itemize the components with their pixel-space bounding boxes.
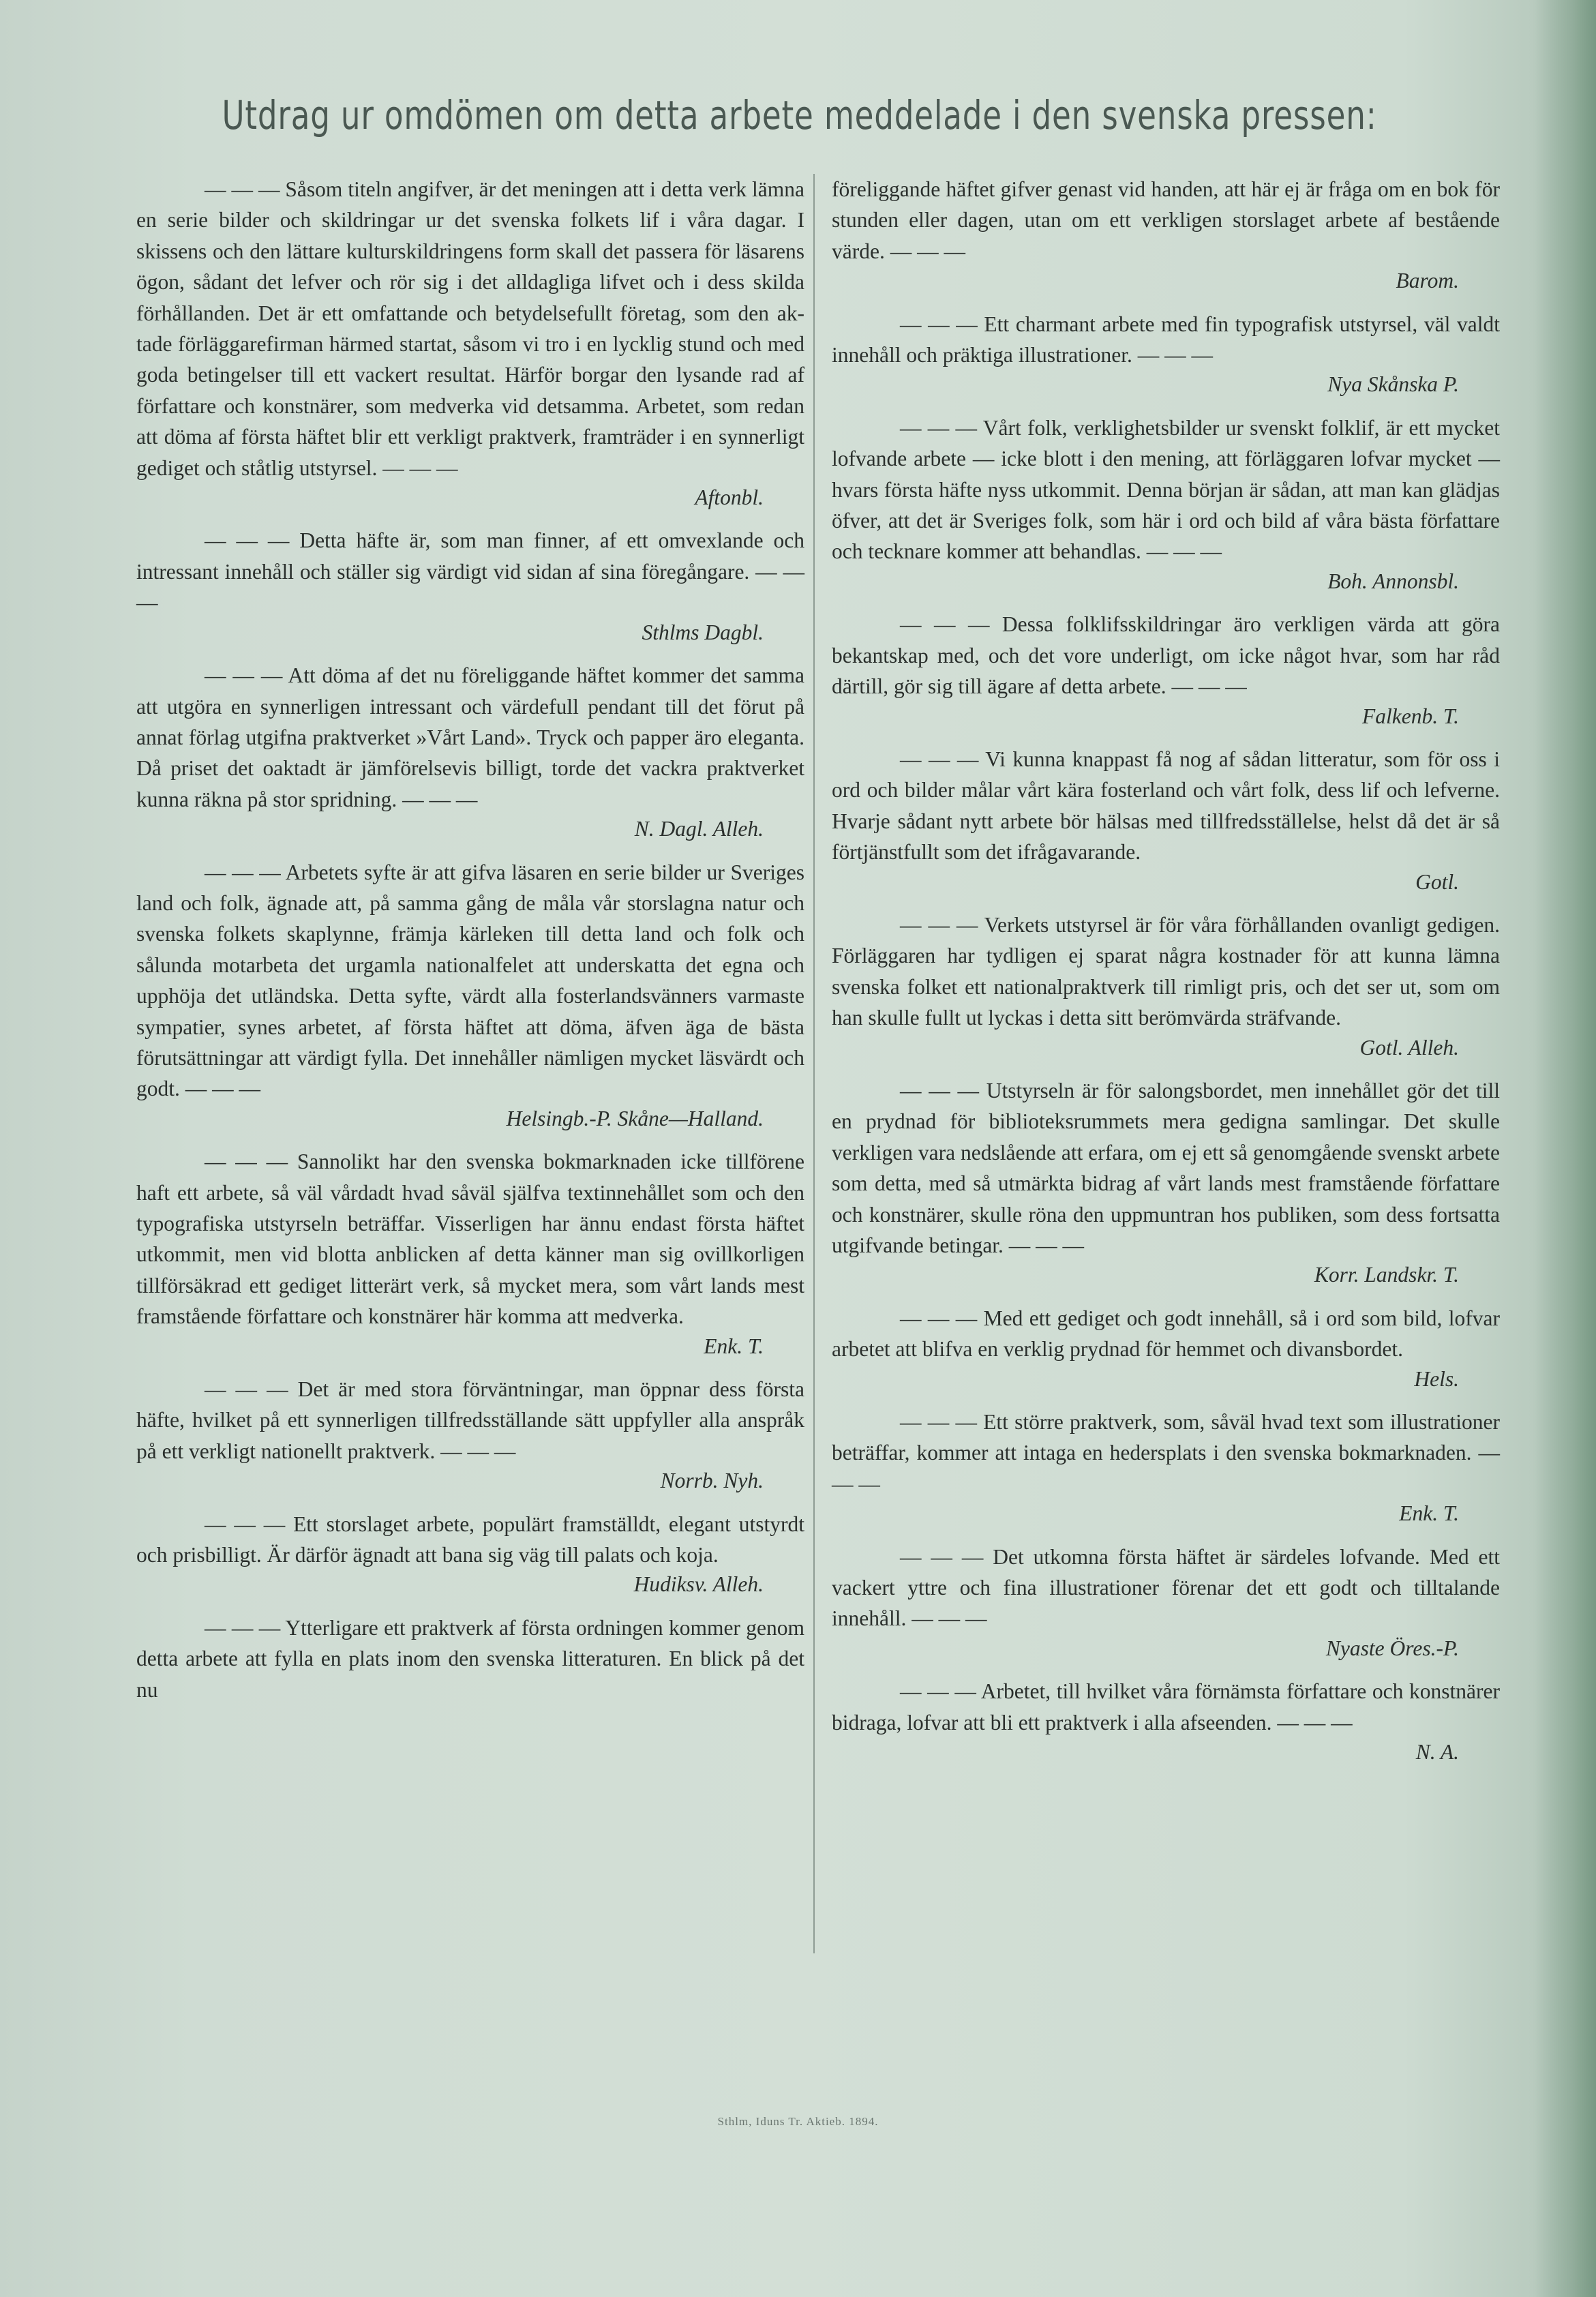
- quote-source: Gotl. Alleh.: [1359, 1035, 1459, 1060]
- page-edge-shadow: [1535, 0, 1596, 2297]
- review-quote: [136, 1612, 804, 1705]
- quote-text: — — — Detta häfte är, som man finner, af ett omvexlande och intressant innehåll och ställer sig värdigt vid sidan af sina föregångare. — — —: [136, 528, 804, 615]
- review-quote: [832, 1542, 1500, 1664]
- review-quote: [832, 1075, 1500, 1291]
- quote-text: — — — Med ett gediget och godt innehåll, så i ord som bild, lofvar arbetet att blifva en verklig prydnad för hemmet och divansbordet.: [832, 1306, 1500, 1362]
- review-quote: [136, 1509, 804, 1600]
- review-quote: [136, 1146, 804, 1362]
- quote-source: Helsingb.-P. Skåne—Halland.: [506, 1106, 764, 1130]
- quote-source: Enk. T.: [1399, 1501, 1459, 1526]
- review-quote: [832, 174, 1500, 297]
- quote-source: Hels.: [1414, 1366, 1459, 1391]
- quote-text: föreliggande häftet gifver genast vid handen, att här ej är fråga om en bok för stunden eller dagen, utan om ett verkligen storslaget arbete af bestående värde. — — —: [832, 177, 1500, 263]
- quote-text: — — — Såsom titeln angifver, är det meningen att i detta verk lämna en serie bilder och skildringar ur det svenska folkets lif i våra dagar. I skissens och den lättare kulturskildringens form skall det passera för läsarens ögon, sådant det lefver och rör sig i det alldagliga lifvet och i dess skilda förhållanden. Det är ett omfattande och betydelsefullt företag, som den aktade förläggarefirman härmed startat, såsom vi tro i en lycklig stund och med goda betingelser till ett vackert resultat. Härför borgar den lysande rad af författare och konstnärer, som medverka vid detsamma. Arbetet, som redan att döma af första häftet blir ett verkligt praktverk, framträder i en synnerligt gediget och ståtlig utstyrsel. — — —: [136, 177, 804, 480]
- review-quote: [136, 174, 804, 513]
- review-quote: [832, 309, 1500, 400]
- review-quote: [136, 660, 804, 844]
- quote-text: — — — Sannolikt har den svenska bokmarknaden icke tillförene haft ett arbete, så väl vårdadt hvad såväl själfva textinnehållet som och den typografiska utstyrseln beträffar. Visserligen har ännu endast första häftet utkommit, men vid blotta anblicken af detta känner man sig ovillkorligen tillförsäkrad ett gediget litterärt verk, så mycket mera, som vårt lands mest framstående författare och konstnärer här komma att medverka.: [136, 1150, 804, 1329]
- quote-text: — — — Dessa folklifsskildringar äro verkligen värda att göra bekantskap med, och det vore underligt, om icke något hvar, som har råd därtill, gör sig till ägare af detta arbete. — — —: [832, 612, 1500, 699]
- review-quote: [136, 857, 804, 1135]
- quote-text: — — — Ytterligare ett praktverk af första ordningen kommer genom detta arbete att fylla en plats inom den svenska litteraturen. En blick på det nu: [136, 1615, 804, 1702]
- quote-text: — — — Utstyrseln är för salongsbordet, men innehållet gör det till en prydnad för biblioteksrummets mera gedigna samlingar. Det skulle verkligen vara nedslående att erfara, om ej ett så genomgående svenskt arbete som detta, med så utmärkta bidrag af vårt lands mest framstående författare och konstnärer, skulle röna den uppmuntran hos publiken, som dess fortsatta utgifvande betingar. — — —: [832, 1078, 1500, 1257]
- quote-source: Barom.: [1396, 269, 1459, 293]
- quote-text: — — — Verkets utstyrsel är för våra förhållanden ovanligt gedigen. Förläggaren har tydligen ej sparat några kostnader för att kunna lämna svenska folket ett nationalpraktverk till rimligt pris, och det ser ut, som om han skulle fullt ut lyckas i detta sitt berömvärda sträfvande.: [832, 912, 1500, 1030]
- quote-text: — — — Vi kunna knappast få nog af sådan litteratur, som för oss i ord och bilder målar vårt kära fosterland och vårt folk, dess lif och lefverne. Hvarje sådant nytt arbete bör hälsas med tillfredsställelse, helst då det är så förtjänstfullt som det ifrågavarande.: [832, 747, 1500, 865]
- quote-source: Korr. Landskr. T.: [1314, 1263, 1459, 1287]
- printer-imprint: Sthlm, Iduns Tr. Aktieb. 1894.: [717, 2115, 879, 2128]
- page-title: Utdrag ur omdömen om detta arbete meddelade i den svenska pressen:: [222, 92, 1377, 138]
- review-quote: [832, 1407, 1500, 1529]
- review-quote: [832, 744, 1500, 897]
- quote-text: — — — Vårt folk, verklighetsbilder ur svenskt folklif, är ett mycket lofvande arbete — icke blott i den mening, att förläggaren lofvar mycket — hvars första häfte nyss utkommit. Denna början är sådan, att man kan glädjas öfver, att det är Sveriges folk, som här i ord och bild af våra bästa författare och tecknare kommer att behandlas. — — —: [832, 415, 1500, 564]
- review-quote: [832, 609, 1500, 732]
- review-quote: [832, 910, 1500, 1063]
- quote-source: Norrb. Nyh.: [660, 1469, 764, 1493]
- quote-source: Enk. T.: [704, 1334, 764, 1358]
- review-quote: [136, 1374, 804, 1497]
- quote-source: N. A.: [1415, 1740, 1459, 1765]
- quote-source: Aftonbl.: [695, 485, 764, 510]
- quote-source: Nyaste Öres.-P.: [1325, 1636, 1459, 1660]
- quote-text: — — — Ett storslaget arbete, populärt framställdt, elegant utstyrdt och prisbilligt. Är därför ägnadt att bana sig väg till palats och koja.: [136, 1512, 804, 1567]
- quote-text: — — — Att döma af det nu föreliggande häftet kommer det samma att utgöra en synnerligen intressant och värdefull pendant till det förut på annat förlag utgifna praktverket »Vårt Land». Tryck och papper äro eleganta. Då priset det oaktadt är jämförelsevis billigt, torde det vackra praktverket kunna räkna på stor spridning. — — —: [136, 663, 804, 811]
- quote-text: — — — Ett charmant arbete med fin typografisk utstyrsel, väl valdt innehåll och präktiga illustrationer. — — —: [832, 312, 1500, 367]
- quote-source: Gotl.: [1415, 869, 1459, 894]
- quote-source: Nya Skånska P.: [1327, 372, 1459, 397]
- quote-text: — — — Det utkomna första häftet är särdeles lofvande. Med ett vackert yttre och fina illustrationer förenar det ett godt och tilltalande innehåll. — — —: [832, 1544, 1500, 1631]
- review-quote: [832, 412, 1500, 597]
- column-divider: [813, 174, 815, 1953]
- right-column: [832, 174, 1500, 1780]
- quote-source: Hudiksv. Alleh.: [633, 1572, 764, 1597]
- quote-text: — — — Arbetet, till hvilket våra förnämsta författare och konstnärer bidraga, lofvar att bli ett praktverk i alla afseenden. — — —: [832, 1679, 1500, 1735]
- quote-source: N. Dagl. Alleh.: [634, 817, 764, 841]
- left-column: [136, 174, 804, 1716]
- quote-text: — — — Arbetets syfte är att gifva läsaren en serie bilder ur Sveriges land och folk, ägnade att, på samma gång de måla vår storslagna natur och svenska folkets skaplynne, främja kärleken till detta land och folk och sålunda motarbeta det urgamla nationalfelet att underskatta det egna och upphöja det utländska. Detta syfte, värdt alla fosterlandsvänners varmaste sympatier, synes arbetet, af första häftet att döma, äfven äga de bästa förutsättningar att värdigt fylla. Det innehåller nämligen mycket läsvärdt och godt. — — —: [136, 860, 804, 1101]
- quote-source: Boh. Annonsbl.: [1327, 569, 1459, 593]
- review-quote: [832, 1676, 1500, 1767]
- quote-text: — — — Ett större praktverk, som, såväl hvad text som illustrationer beträffar, kommer att intaga en hedersplats i den svenska bokmarknaden. — — —: [832, 1410, 1500, 1496]
- quote-source: Falkenb. T.: [1361, 704, 1459, 728]
- quote-text: — — — Det är med stora förväntningar, man öppnar dess första häfte, hvilket på ett synnerligen tillfredsställande sätt uppfyller alla anspråk på ett verkligt nationellt praktverk. — — —: [136, 1377, 804, 1463]
- review-quote: [136, 525, 804, 648]
- review-quote: [832, 1303, 1500, 1394]
- quote-source: Sthlms Dagbl.: [642, 620, 764, 644]
